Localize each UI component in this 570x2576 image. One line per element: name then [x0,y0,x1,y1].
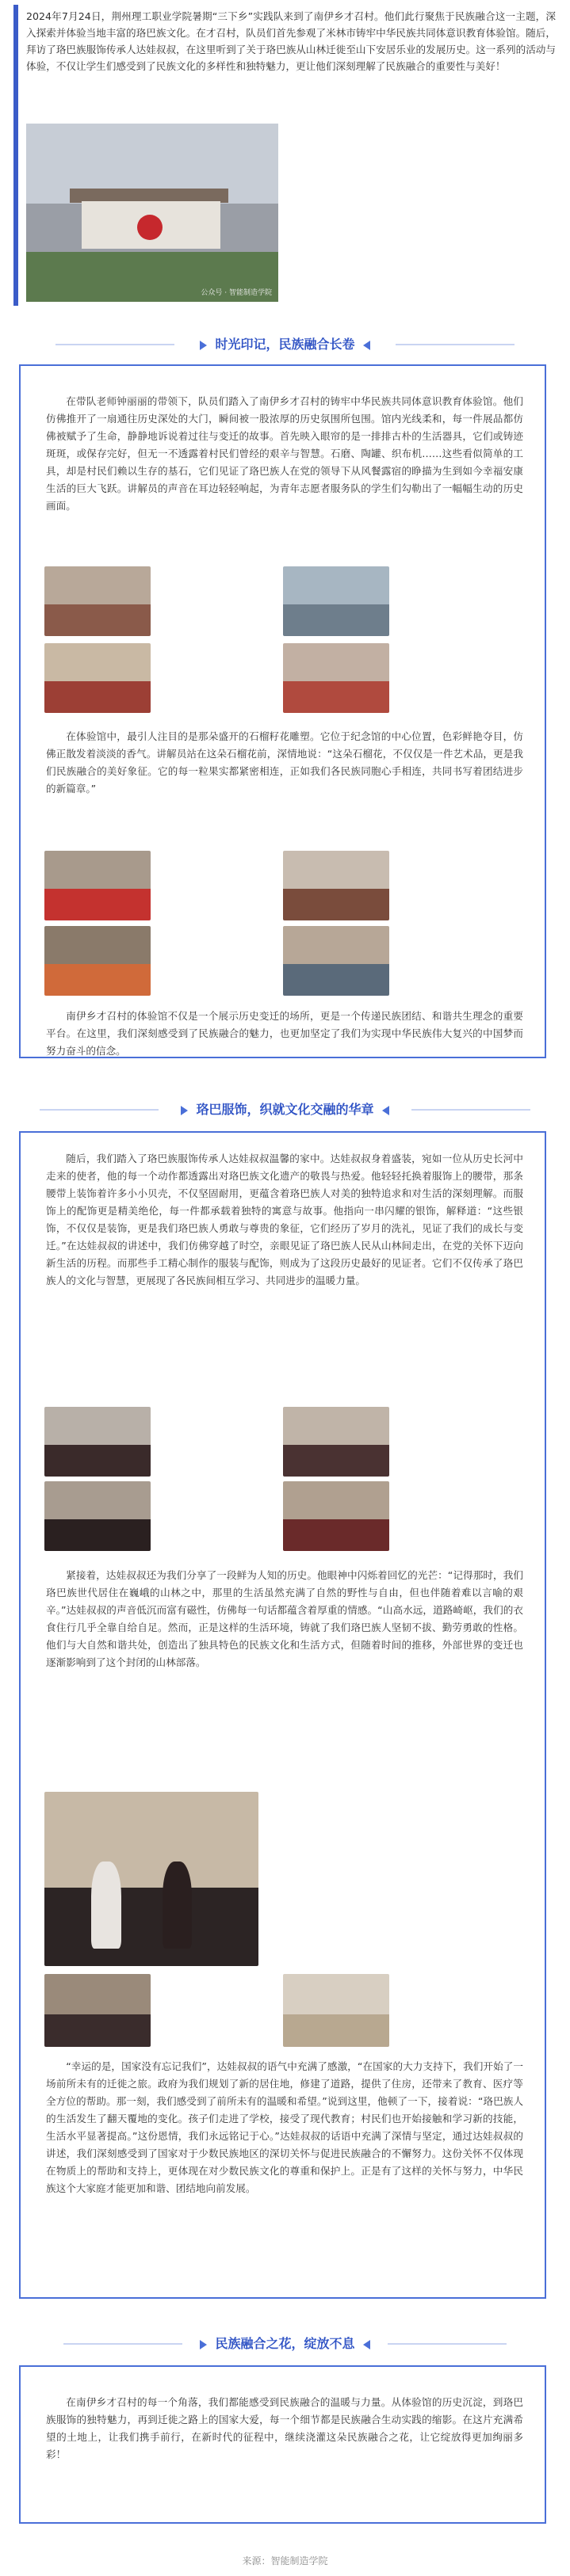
museum-display-photo[interactable] [283,643,389,713]
photo-watermark: 公众号 · 智能制造学院 [201,289,272,297]
triangle-left-icon [382,1106,389,1115]
village-museum-photo[interactable] [26,124,278,302]
museum-visit-photo[interactable] [44,566,151,636]
intro-block [13,5,556,306]
costume-photo-4[interactable] [283,1481,389,1551]
section-2-box [19,1131,546,2299]
triangle-right-icon [200,2340,207,2349]
triangle-left-icon [363,341,370,350]
section-1-paragraph-1: 在带队老师钟丽丽的带领下，队员们踏入了南伊乡才召村的铸牢中华民族共同体意识教育体验馆。他们仿佛推开了一扇通往历史深处的大门，瞬间被一股浓厚的历史氛围所包围。馆内光线柔和，每一件展品都仿佛被赋予了生命，静静地诉说着过往与变迁的故事。首先映入眼帘的是一排排古朴的生活器具，它们或铸迹斑斑，或保存完好，但无一不透露着村民们曾经的艰辛与智慧。石磨、陶罐、织布机……这些看似简单的工具，却是村民们赖以生存的基石，它们见证了珞巴族人在党的领导下从风餐露宿的睁描为生到如今幸福安康生活的巨大飞跃。讲解员的声音在耳边轻轻响起，为青年志愿者服务队的学生们勾勒出了一幅幅生动的历史画面。 [46,395,523,512]
museum-exhibit-photo[interactable] [44,643,151,713]
certificate-photo[interactable] [283,1974,389,2047]
section-2-paragraph-1: 随后，我们踏入了珞巴族服饰传承人达娃叔叔温馨的家中。达娃叔叔身着盛装，宛如一位从历史长河中走来的使者，他的每一个动作都透露出对珞巴族文化遗产的敬畏与热爱。他轻轻托换着服饰上的腰带，那条腰带上装饰着许多小小贝壳，不仅坚固耐用，更蕴含着珞巴族人对美的独特追求和对生活的深刻理解。而服饰上的配饰更是精美绝伦，每一件都承载着独特的寓意与故事。他指向一串闪耀的银饰，解释道：“这些银饰，不仅仅是装饰，更是我们珞巴族人勇敢与尊贵的象征，它们经历了岁月的洗礼，见证了我们的成长与变迁。”在达娃叔叔的讲述中，我们仿佛穿越了时空，亲眼见证了珞巴族人民从山林间走出，在党的关怀下迈向新生活的历程。而那些手工精心制作的服装与配饰，则成为了这段历史最好的见证者。它们不仅传承了珞巴族人的文化与智慧，更展现了各民族间相互学习、共同进步的温暖力量。 [46,1153,523,1286]
costume-photo-3[interactable] [283,1407,389,1477]
section-1-box [19,364,546,1058]
triangle-right-icon [200,341,207,350]
pomegranate-sculpture-photo[interactable] [44,851,151,920]
triangle-left-icon [363,2340,370,2349]
dawa-with-student-photo[interactable] [44,1974,151,2047]
guide-speaking-photo[interactable] [283,851,389,920]
section-2-paragraph-2: 紧接着，达娃叔叔还为我们分享了一段鲜为人知的历史。他眼神中闪烁着回忆的光芒：“记得那时，我们珞巴族世代居住在巍峨的山林之中，那里的生活虽然充满了自然的野性与自由，但也伴随着难以言喻的艰辛。”达娃叔叔的声音低沉而富有磁性，仿佛每一句话都蕴含着厚重的情感。“山高水远，道路崎岖，我们的衣食住行几乎全靠自给自足。然而，正是这样的生活环境，铸就了我们珞巴族人坚韧不拔、勤劳勇敢的性格。他们与大自然和谐共处，创造出了独具特色的民族文化和生活方式，但随着时间的推移，外部世界的变迁也逐渐影响到了这个封闭的山林部落。 [46,1569,523,1668]
section-1-paragraph-2: 在体验馆中，最引人注目的是那朵盛开的石榴籽花雕塑。它位于纪念馆的中心位置，色彩鲜艳夺目，仿佛正散发着淡淡的香气。讲解员站在这朵石榴花前，深情地说：“这朵石榴花，不仅仅是一件艺术品，更是我们民族融合的美好象征。它的每一粒果实都紧密相连，正如我们各民族同胞心手相连，共同书写着团结进步的新篇章。” [46,730,523,795]
students-listening-photo[interactable] [283,926,389,996]
source-footer: 来源：智能制造学院 [242,2555,328,2566]
section-1-banner [0,333,570,356]
section-3-title: 民族融合之花，绽放不息 [215,2336,355,2351]
section-1-paragraph-3: 南伊乡才召村的体验馆不仅是一个展示历史变迁的场所，更是一个传递民族团结、和谐共生理念的重要平台。在这里，我们深刻感受到了民族融合的魅力，也更加坚定了我们为实现中华民族伟大复兴的中国梦而努力奋斗的信念。 [46,1010,523,1057]
costume-photo-1[interactable] [44,1407,151,1477]
dawa-portrait-photo[interactable] [44,1792,258,1966]
pomegranate-hall-photo[interactable] [44,926,151,996]
costume-photo-2[interactable] [44,1481,151,1551]
section-1-title: 时光印记，民族融合长卷 [215,337,355,352]
section-2-title: 珞巴服饰，织就文化交融的华章 [196,1102,374,1117]
museum-group-photo[interactable] [283,566,389,636]
section-2-banner [0,1098,570,1122]
section-2-paragraph-3: “幸运的是，国家没有忘记我们”，达娃叔叔的语气中充满了感激，“在国家的大力支持下，我们开始了一场前所未有的迁徙之旅。政府为我们规划了新的居住地，修建了道路，提供了住房，还带来了教育、医疗等全方位的帮助。那一刻，我们感受到了前所未有的温暖和希望。”说到这里，他顿了一下，接着说：“珞巴族人的生活发生了翻天覆地的变化。孩子们走进了学校，接受了现代教育；村民们也开始接触和学习新的技能，生活水平显著提高。”这份恩情，我们永远铭记于心。”达娃叔叔的话语中充满了深情与坚定，通过达娃叔叔的讲述，我们深刻感受到了国家对于少数民族地区的深切关怀与促进民族融合的不懈努力。这份关怀不仅体现在物质上的帮助和支持上，更体现在对少数民族文化的尊重和保护上。正是有了这样的关怀与努力，中华民族这个大家庭才能更加和谐、团结地向前发展。 [46,2060,523,2194]
section-3-banner [0,2332,570,2356]
intro-paragraph: 2024年7月24日，荆州理工职业学院暑期“三下乡”实践队来到了南伊乡才召村。他们此行聚焦于民族融合这一主题，深入探索并体验当地丰富的珞巴族文化。在才召村，队员们首先参观了米林市铸牢中华民族共同体意识教育体验馆。随后，拜访了珞巴族服饰传承人达娃叔叔，在这里听到了关于珞巴族从山林迁徙至山下安居乐业的发展历史。这一系列的活动与体验，不仅让学生们感受到了民族文化的多样性和独特魅力，更让他们深刻理解了民族融合的重要性与美好！ [26,10,556,72]
section-3-box [19,2365,546,2524]
triangle-right-icon [181,1106,188,1115]
section-3-paragraph-1: 在南伊乡才召村的每一个角落，我们都能感受到民族融合的温暖与力量。从体验馆的历史沉淀，到珞巴族服饰的独特魅力，再到迁徙之路上的国家大爱，每一个细节都是民族融合生动实践的缩影。在这片充满希望的土地上，让我们携手前行，在新时代的征程中，继续浇灌这朵民族融合之花，让它绽放得更加绚丽多彩！ [46,2396,523,2460]
